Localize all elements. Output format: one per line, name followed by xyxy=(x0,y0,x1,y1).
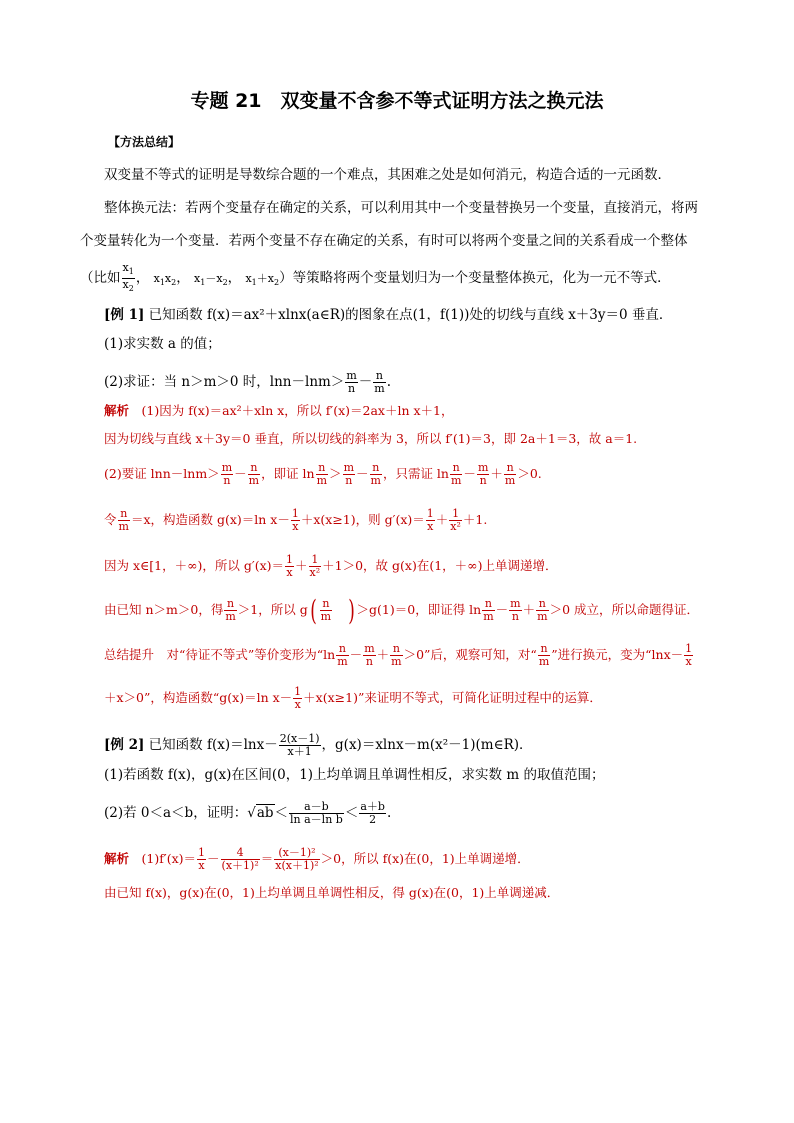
example1-label: [例 1] xyxy=(104,307,145,323)
example1-solution-4: 令 $\frac{n}{m}$ ＝x，构造函数 g(x)＝ln x－ $\frac{1}{x}$ ＋x(x≥1)，则 g′(x)＝ $\frac{1}{x}$ ＋ $\frac{1}{\text{x²}}$ ＋1. xyxy=(104,507,488,533)
example1-question-1: (1)求实数 a 的值； xyxy=(104,336,221,352)
summary-paragraph-2b: 个变量转化为一个变量．若两个变量不存在确定的关系，有时可以将两个变量之间的关系看成一个整体 xyxy=(80,233,688,249)
example1-solution-3: (2)要证 lnn－lnm＞ $\frac{m}{n}$ － $\frac{n}{m}$ ，即证 ln $\frac{n}{m}$ ＞ $\frac{m}{n}$ － $\frac{n}{m}$ ，只需证 ln $\frac{n}{m}$ － $\frac{m}{n}$ ＋ $\frac{n}{m}$ ＞0. xyxy=(104,461,542,487)
summary-paragraph-2c: （比如 $\frac{x_1}{x_2}$ ， $x_1x_2$， $x_1-x_2$， $x_1+x_2$）等策略将两个变量划归为一个变量整体换元，化为一元不等式． xyxy=(80,261,671,293)
math-sum: $x_1+x_2$ xyxy=(245,272,280,287)
example2-solution-1: 解析 (1)f′(x)＝ $\frac{1}{x}$ － $\frac{4}{\text{(x＋1)²}}$ ＝ $\frac{\text{(x－1)²}}{\text{x(x＋1)²}}$ ＞0，所以 f(x)在(0，1)上单调递增． xyxy=(104,846,530,872)
example1-summary-1: 总结提升 对“待证不等式”等价变形为“ln $\frac{n}{m}$ － $\frac{m}{n}$ ＋ $\frac{n}{m}$ ＞0”后，观察可知，对“ $\frac{n}{m}$ ”进行换元，变为“lnx－ $\frac{1}{x}$ xyxy=(104,642,693,668)
example1-solution-6: 由已知 n＞m＞0，得 $\frac{n}{m}$ ＞1，所以 g( $\frac{n}{m}$ ) ＞g(1)＝0，即证得 ln $\frac{n}{m}$ － $\frac{m}{n}$ ＋ $\frac{n}{m}$ ＞0 成立，所以命题得证． xyxy=(104,593,699,627)
solution-label: 解析 xyxy=(104,851,130,866)
example2-problem: [例 2] 已知函数 f(x)＝lnx－ $\frac{2(x-1)}{x+1}$ ，g(x)＝xlnx－m(x²－1)(m∈R)． xyxy=(104,732,533,758)
example1-solution-2: 因为切线与直线 x＋3y＝0 垂直，所以切线的斜率为 3，所以 f′(1)＝3，即 2a＋1＝3，故 a＝1. xyxy=(104,431,638,446)
page-title: 专题 21 双变量不含参不等式证明方法之换元法 xyxy=(190,90,604,112)
fraction: $\frac{x_1}{x_2}$ xyxy=(122,261,134,293)
example1-summary-2: ＋x＞0”，构造函数“g(x)＝ln x－ $\frac{1}{x}$ ＋x(x≥1)”来证明不等式，可简化证明过程中的运算． xyxy=(104,685,602,711)
math-product: $x_1x_2$ xyxy=(153,272,177,287)
example1-problem: [例 1] 已知函数 f(x)＝ax²＋xlnx(a∈R)的图象在点(1，f(1))处的切线与直线 x＋3y＝0 垂直． xyxy=(104,307,673,323)
summary-paragraph-1: 双变量不等式的证明是导数综合题的一个难点，其困难之处是如何消元，构造合适的一元函数． xyxy=(104,167,671,183)
example2-solution-2: 由已知 f(x)，g(x)在(0，1)上均单调且单调性相反，得 g(x)在(0，1)上单调递减． xyxy=(104,885,560,900)
example1-solution-1: 解析 (1)因为 f(x)＝ax²＋xln x，所以 f′(x)＝2ax＋ln x＋1， xyxy=(104,403,454,418)
math-difference: $x_1-x_2$ xyxy=(194,272,228,287)
example2-question-2: (2)若 0＜a＜b，证明：√ab＜ $\frac{a-b}{\text{ln a－ln b}}$ ＜ $\frac{a+b}{2}$ . xyxy=(104,800,392,826)
example2-label: [例 2] xyxy=(104,737,145,753)
example1-solution-5: 因为 x∈[1，＋∞)，所以 g′(x)＝ $\frac{1}{x}$ ＋ $\frac{1}{\text{x²}}$ ＋1＞0，故 g(x)在(1，＋∞)上单调递增． xyxy=(104,553,558,579)
example2-question-1: (1)若函数 f(x)，g(x)在区间(0，1)上均单调且单调性相反，求实数 m 的取值范围； xyxy=(104,767,605,783)
text: （比如 xyxy=(80,270,121,286)
summary-paragraph-2a: 整体换元法：若两个变量存在确定的关系，可以利用其中一个变量替换另一个变量，直接消元，将两 xyxy=(104,200,698,216)
example1-question-2: (2)求证：当 n＞m＞0 时，lnn－lnm＞ $\frac{m}{n}$ － $\frac{n}{m}$ . xyxy=(104,369,391,395)
solution-label: 解析 xyxy=(104,403,130,418)
summary-heading: 【方法总结】 xyxy=(108,135,181,149)
sqrt-ab: ab xyxy=(256,805,274,821)
